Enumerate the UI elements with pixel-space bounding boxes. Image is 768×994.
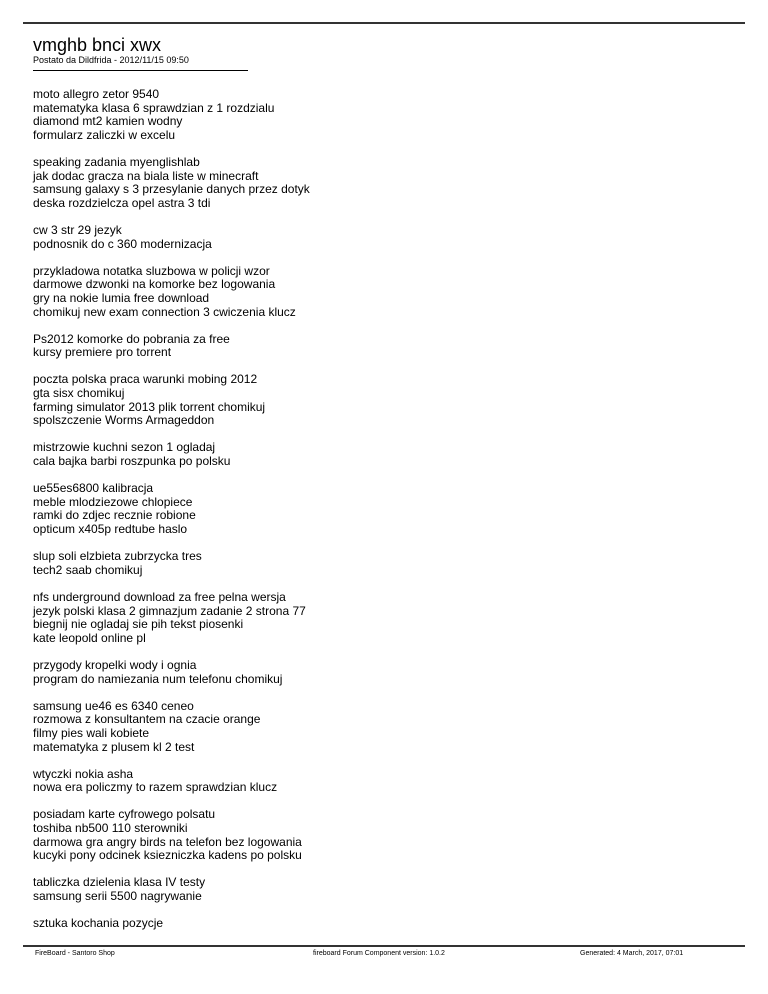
post-line: nfs underground download za free pelna wersja bbox=[33, 589, 286, 604]
post-line: tech2 saab chomikuj bbox=[33, 562, 143, 577]
post-paragraph bbox=[33, 550, 733, 577]
post-line: opticum x405p redtube haslo bbox=[33, 522, 188, 536]
post-paragraph bbox=[33, 659, 733, 686]
footer-generated-date: Generated: 4 March, 2017, 07:01 bbox=[580, 950, 684, 957]
post-line: toshiba nb500 110 sterowniki bbox=[33, 821, 188, 836]
post-paragraph bbox=[33, 700, 733, 754]
post-line: biegnij nie ogladaj sie pih tekst piosenki bbox=[33, 617, 244, 632]
post-line: rozmowa z konsultantem na czacie orange bbox=[33, 712, 261, 727]
post-line: przykladowa notatka sluzbowa w policji wzor bbox=[33, 263, 270, 278]
post-line: przygody kropelki wody i ognia bbox=[33, 657, 197, 672]
post-line: sztuka kochania pozycje bbox=[33, 916, 164, 931]
post-line: ue55es6800 kalibracja bbox=[33, 481, 154, 496]
post-line: posiadam karte cyfrowego polsatu bbox=[33, 807, 216, 822]
post-line: tabliczka dzielenia klasa IV testy bbox=[33, 875, 206, 890]
post-line: darmowe dzwonki na komorke bez logowania bbox=[33, 277, 276, 292]
post-line: poczta polska praca warunki mobing 2012 bbox=[33, 372, 258, 387]
post-line: samsung serii 5500 nagrywanie bbox=[33, 889, 202, 904]
post-paragraph bbox=[33, 156, 733, 210]
post-line: kucyki pony odcinek ksiezniczka kadens po polsku bbox=[33, 848, 302, 863]
post-line: samsung ue46 es 6340 ceneo bbox=[33, 698, 194, 713]
post-line: matematyka klasa 6 sprawdzian z 1 rozdzialu bbox=[33, 100, 275, 115]
post-line: jak dodac gracza na biala liste w minecraft bbox=[33, 168, 259, 183]
post-paragraph bbox=[33, 808, 733, 862]
post-line: meble mlodziezowe chlopiece bbox=[33, 494, 193, 509]
post-paragraph bbox=[33, 224, 733, 251]
footer-divider bbox=[23, 945, 745, 947]
post-paragraph bbox=[33, 88, 733, 142]
post-paragraph bbox=[33, 265, 733, 319]
post-line: diamond mt2 kamien wodny bbox=[33, 114, 183, 129]
footer-version: fireboard Forum Component version: 1.0.2 bbox=[313, 950, 445, 957]
post-meta: Postato da Dildfrida - 2012/11/15 09:50 bbox=[33, 55, 189, 65]
post-paragraph bbox=[33, 591, 733, 645]
post-line: moto allegro zetor 9540 bbox=[33, 87, 160, 101]
post-line: filmy pies wali kobiete bbox=[33, 725, 150, 740]
footer-site-name: FireBoard - Santoro Shop bbox=[35, 950, 115, 957]
post-line: program do namiezania num telefonu chomikuj bbox=[33, 671, 283, 686]
post-line: formularz zaliczki w excelu bbox=[33, 127, 176, 142]
post-line: Ps2012 komorke do pobrania za free bbox=[33, 331, 230, 346]
post-line: cw 3 str 29 jezyk bbox=[33, 222, 122, 237]
post-paragraph bbox=[33, 768, 733, 795]
post-line: kate leopold online pl bbox=[33, 630, 146, 645]
post-line: nowa era policzmy to razem sprawdzian klucz bbox=[33, 780, 278, 795]
post-line: cala bajka barbi roszpunka po polsku bbox=[33, 454, 231, 469]
post-line: wtyczki nokia asha bbox=[33, 766, 134, 781]
post-line: spolszczenie Worms Armageddon bbox=[33, 413, 215, 428]
post-line: ramki do zdjec recznie robione bbox=[33, 508, 196, 523]
post-paragraph bbox=[33, 333, 733, 360]
post-line: slup soli elzbieta zubrzycka tres bbox=[33, 549, 202, 564]
post-line: darmowa gra angry birds na telefon bez logowania bbox=[33, 834, 302, 849]
post-line: speaking zadania myenglishlab bbox=[33, 154, 200, 169]
post-line: farming simulator 2013 plik torrent chomikuj bbox=[33, 399, 266, 414]
post-title: vmghb bnci xwx bbox=[33, 35, 162, 55]
post-line: mistrzowie kuchni sezon 1 ogladaj bbox=[33, 440, 216, 455]
header-divider bbox=[23, 22, 745, 24]
meta-divider bbox=[33, 70, 248, 71]
post-line: deska rozdzielcza opel astra 3 tdi bbox=[33, 195, 211, 210]
post-line: chomikuj new exam connection 3 cwiczenia klucz bbox=[33, 304, 296, 319]
post-paragraph bbox=[33, 482, 733, 536]
post-line: gry na nokie lumia free download bbox=[33, 290, 210, 305]
post-paragraph bbox=[33, 373, 733, 427]
post-line: podnosnik do c 360 modernizacja bbox=[33, 236, 212, 251]
post-paragraph bbox=[33, 917, 733, 931]
post-body bbox=[33, 88, 733, 944]
post-paragraph bbox=[33, 876, 733, 903]
post-line: gta sisx chomikuj bbox=[33, 386, 125, 401]
post-line: jezyk polski klasa 2 gimnazjum zadanie 2 strona 77 bbox=[33, 603, 306, 618]
post-line: samsung galaxy s 3 przesylanie danych przez dotyk bbox=[33, 182, 310, 197]
post-line: matematyka z plusem kl 2 test bbox=[33, 739, 195, 754]
post-line: kursy premiere pro torrent bbox=[33, 345, 172, 360]
post-paragraph bbox=[33, 441, 733, 468]
